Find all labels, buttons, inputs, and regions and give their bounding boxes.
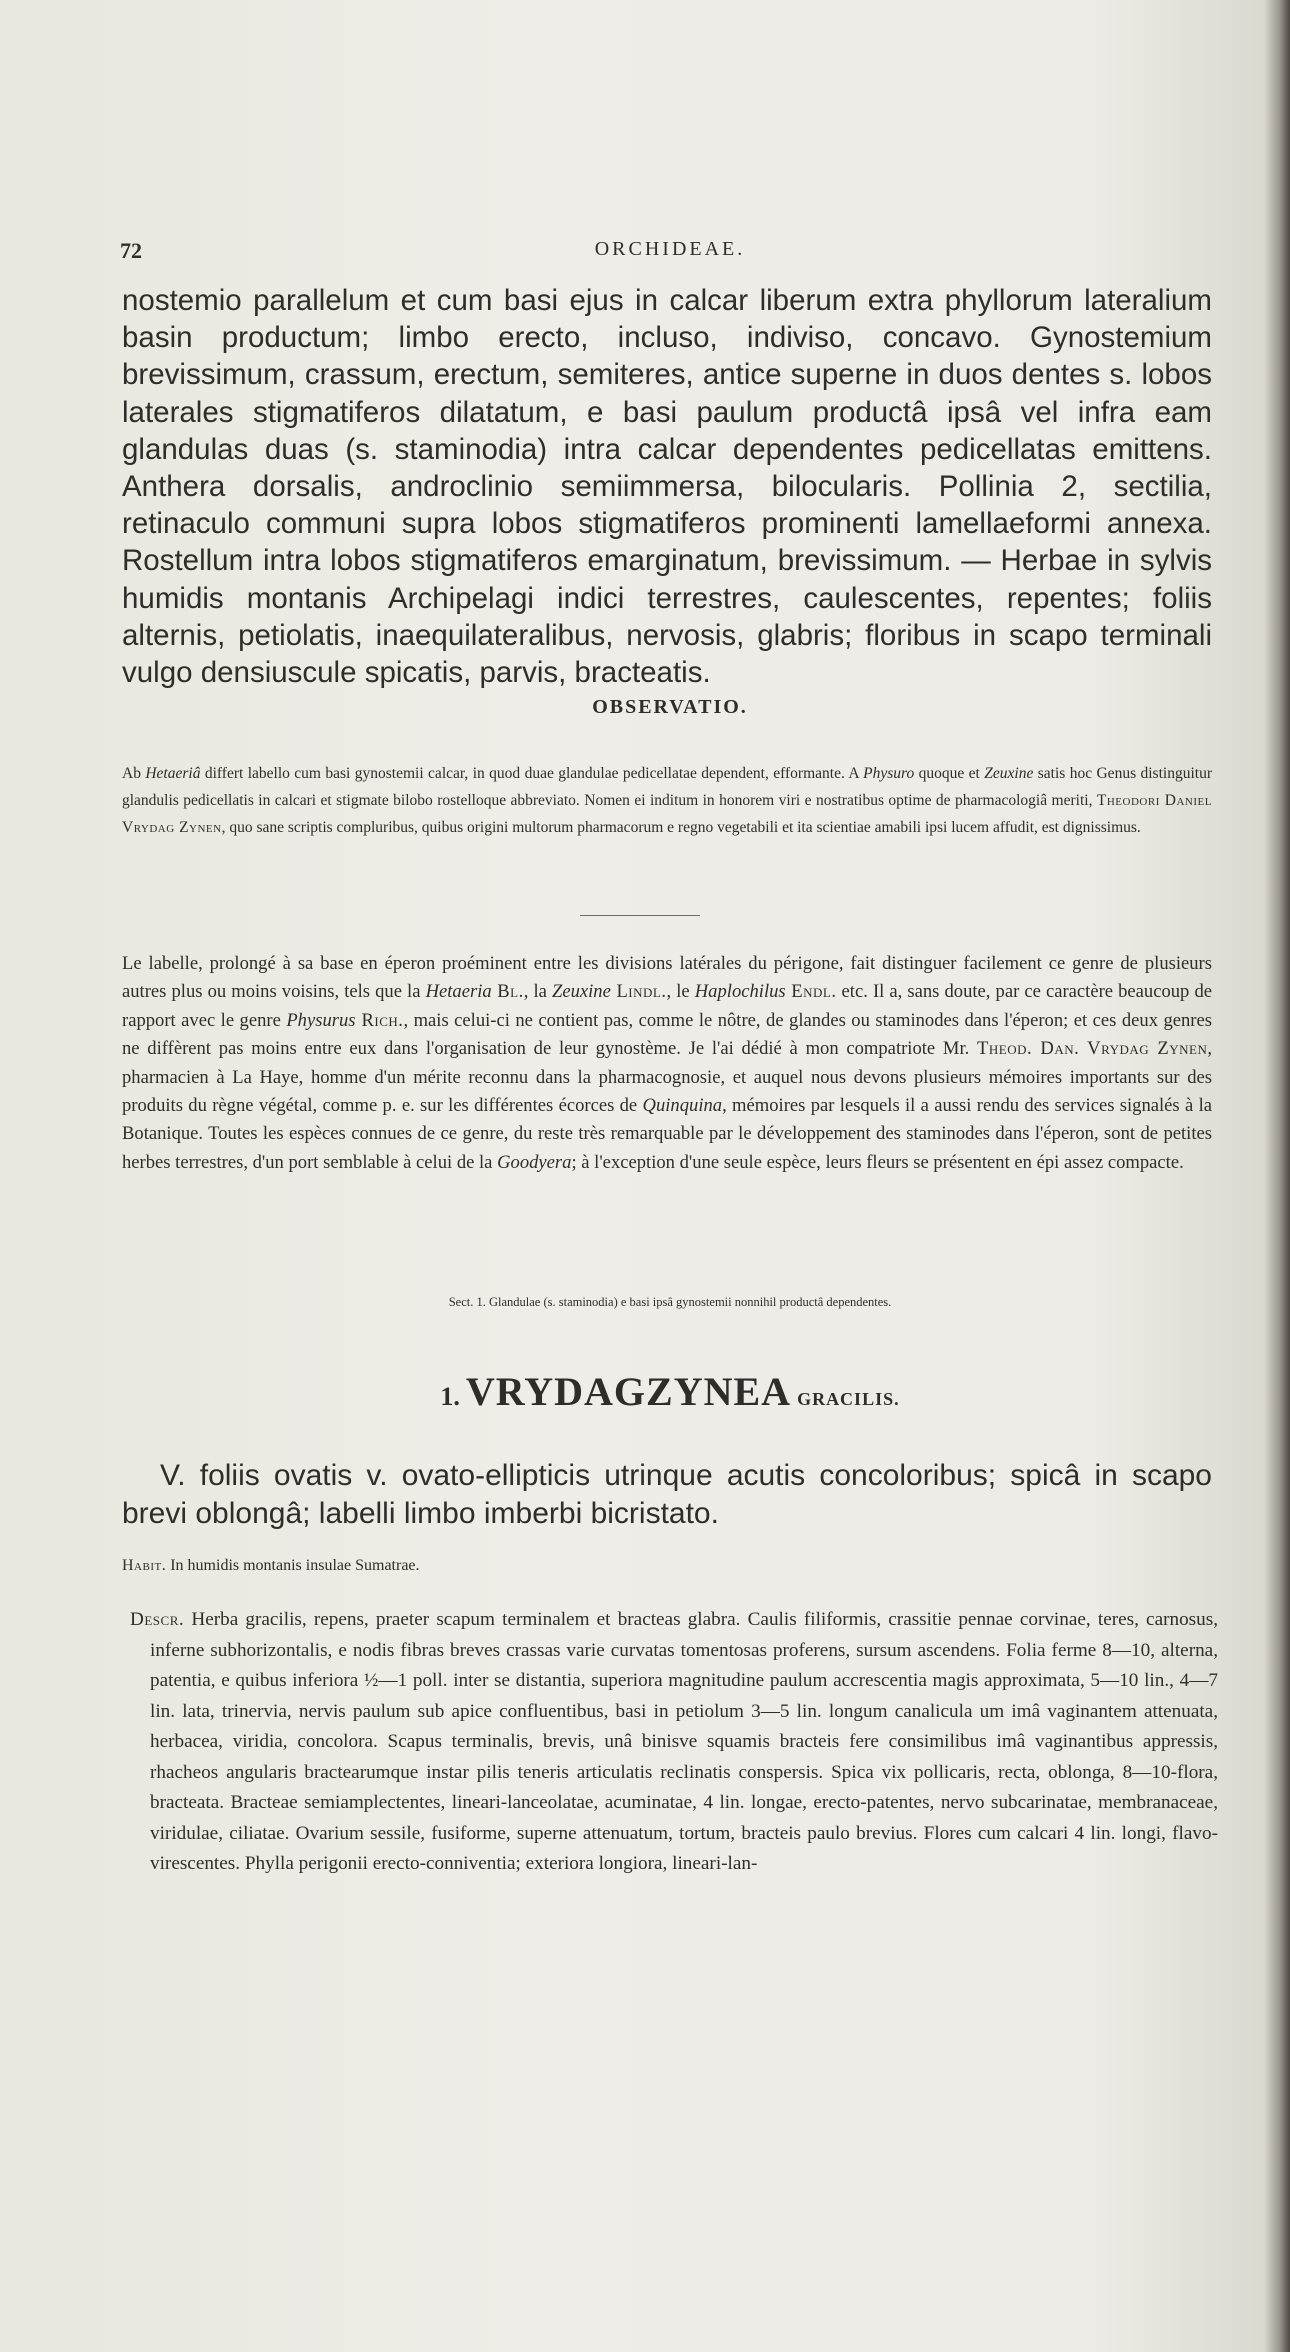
genus-description-paragraph: nostemio parallelum et cum basi ejus in calcar liberum extra phyllorum lateralium basin productum; limbo erecto, incluso, indiviso, concavo. Gynostemium brevissimum, crassum, erectum, semiteres, antice superne in duos dentes s. lobos laterales stigmatiferos dilatatum, e basi paulum productâ ipsâ vel infra eam glandulas duas (s. staminodia) intra calcar dependentes pedicellatas emittens. Anthera dorsalis, androclinio semiimmersa, bilocularis. Pollinia 2, sectilia, retinaculo communi supra lobos stigmatiferos prominenti lamellaeformi annexa. Rostellum intra lobos stigmatiferos emarginatum, brevissimum. — Herbae in sylvis humidis montanis Archipelagi indici terrestres, caulescentes, repentes; foliis alternis, petiolatis, inaequilateralibus, nervosis, glabris; floribus in scapo terminali vulgo densiuscule spicatis, parvis, bracteatis. — [122, 284, 1212, 690]
section-note: Sect. 1. Glandulae (s. staminodia) e basi ipsâ gynostemii nonnihil productâ dependentes. — [448, 1295, 892, 1309]
species-epithet: GRACILIS. — [797, 1389, 900, 1409]
species-heading — [120, 1368, 1220, 1415]
description-label: Descr. — [130, 1609, 185, 1630]
running-head: ORCHIDEAE. — [594, 238, 746, 260]
page-number: 72 — [120, 238, 142, 263]
species-description: Descr. Herba gracilis, repens, praeter scapum terminalem et bracteas glabra. Caulis filiformis, crassitie pennae corvinae, teres, carnosus, inferne subhorizontalis, e nodis fibras breves crassas varie curvatas tomentosas proferens, sursum ascendens. Folia ferme 8—10, alterna, patentia, e quibus inferiora ½—1 poll. inter se distantia, superiora magnitudine paulum accrescentia magis approximata, 5—10 lin., 4—7 lin. lata, trinervia, nervis paulum sub apice confluentibus, basi in petiolum 3—5 lin. longum canaliculа um imâ vaginantem attenuata, herbacea, viridia, concolora. Scapus terminalis, brevis, unâ binisve squamis bracteis fere consimilibus imâ vaginantibus appressis, rhacheos angularis bractearumque instar pilis teneris articulatis reclinatis conspersis. Spica vix pollicaris, recta, oblonga, 8—10-flora, bracteata. Bracteae semiamplectentes, lineari-lanceolatae, acuminatae, 4 lin. longae, erecto-patentes, nervo subcarinatae, membranaceae, viridulae, ciliatae. Ovarium sessile, fusiforme, superne attenuatum, tortum, bracteis paulo brevius. Flores cum calcari 4 lin. longi, flavo-virescentes. Phylla perigonii erecto-conniventia; exteriora longiora, lineari-lan- — [130, 1609, 1218, 1874]
habitat-line: Habit. In humidis montanis insulae Sumatrae. — [122, 1557, 420, 1574]
observatio-heading: OBSERVATIO. — [592, 696, 748, 718]
species-number: 1. — [440, 1382, 460, 1411]
section-divider — [580, 915, 700, 916]
observatio-paragraph: Ab Hetaeriâ differt labello cum basi gynostemii calcar, in quod duae glandulae pedicellatae dependent, efformante. A Physuro quoque et Zeuxine satis hoc Genus distinguitur glandulis pedicellatis in calcari et stigmate bilobo rostelloque abbreviato. Nomen ei inditum in honorem viri e nostratibus optime de pharmacologiâ meriti, Theodori Daniel Vrydag Zynen, quo sane scriptis compluribus, quibus origini multorum pharmacorum e regno vegetabili et ita scientiae amabili ipsi lucem affudit, est dignissimus. — [122, 765, 1212, 836]
french-commentary-paragraph: Le labelle, prolongé à sa base en éperon proéminent entre les divisions latérales du périgone, fait distinguer facilement ce genre de plusieurs autres plus ou moins voisins, tels que la Hetaeria Bl., la Zeuxine Lindl., le Haplochilus Endl. etc. Il a, sans doute, par ce caractère beaucoup de rapport avec le genre Physurus Rich., mais celui-ci ne contient pas, comme le nôtre, de glandes ou staminodes dans l'éperon; et ces deux genres ne diffèrent pas moins entre eux dans l'organisation de leur gynostème. Je l'ai dédié à mon compatriote Mr. Theod. Dan. Vrydag Zynen, pharmacien à La Haye, homme d'un mérite reconnu dans la pharmacognosie, et auquel nous devons plusieurs mémoires importants sur des produits du règne végétal, comme p. e. sur les différentes écorces de Quinquina, mémoires par lesquels il a aussi rendu des services signalés à la Botanique. Toutes les espèces connues de ce genre, du reste très remarquable par le développement des staminodes dans l'éperon, sont de petites herbes terrestres, d'un port semblable à celui de la Goodyera; à l'exception d'une seule espèce, leurs fleurs se présentent en épi assez compacte. — [122, 953, 1212, 1173]
habitat-label: Habit. — [122, 1557, 167, 1574]
page-header — [120, 238, 1220, 268]
binding-shadow — [1264, 0, 1290, 2352]
species-diagnosis: V. foliis ovatis v. ovato-ellipticis utrinque acutis concoloribus; spicâ in scapo brevi oblongâ; labelli limbo imberbi bicristato. — [122, 1459, 1212, 1530]
species-genus: VRYDAGZYNEA — [465, 1369, 792, 1414]
